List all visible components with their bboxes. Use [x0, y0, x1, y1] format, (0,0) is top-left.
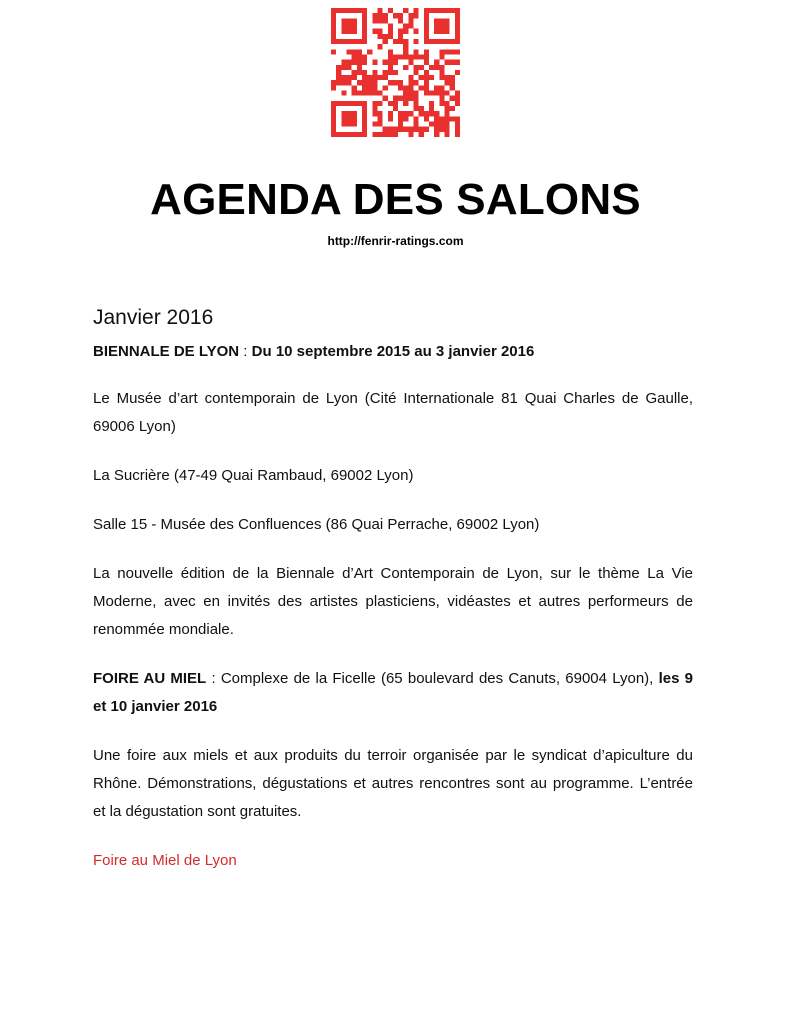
site-url: http://fenrir-ratings.com	[327, 234, 464, 248]
biennale-venue-mac: Le Musée d’art contemporain de Lyon (Cité Internationale 81 Quai Charles de Gaulle, 69006 Lyon)	[93, 390, 693, 435]
page-title: AGENDA DES SALONS	[150, 175, 641, 224]
month-heading: Janvier 2016	[93, 306, 214, 329]
biennale-venue-sucriere: La Sucrière (47-49 Quai Rambaud, 69002 Lyon)	[93, 467, 414, 484]
biennale-name: BIENNALE DE LYON	[93, 343, 240, 360]
foire-link[interactable]: Foire au Miel de Lyon	[93, 852, 237, 869]
biennale-dates: Du 10 septembre 2015 au 3 janvier 2016	[251, 343, 535, 360]
biennale-header	[93, 338, 693, 366]
biennale-separator: :	[239, 343, 252, 360]
foire-description: Une foire aux miels et aux produits du terroir organisée par le syndicat d’apiculture du Rhône. Démonstrations, dégustations et autres rencontres sont au programme. L’entrée et la dégustation sont gratuites.	[93, 747, 693, 820]
foire-name: FOIRE AU MIEL	[93, 670, 207, 687]
foire-header	[93, 665, 693, 721]
foire-location: : Complexe de la Ficelle (65 boulevard des Canuts, 69004 Lyon),	[206, 670, 659, 687]
foire-link-paragraph	[93, 847, 693, 875]
qr-code-icon	[331, 8, 460, 137]
foire-dates: les 9 et 10 janvier 2016	[93, 670, 693, 715]
biennale-venue-confluences: Salle 15 - Musée des Confluences (86 Quai Perrache, 69002 Lyon)	[93, 516, 540, 533]
biennale-description: La nouvelle édition de la Biennale d’Art Contemporain de Lyon, sur le thème La Vie Moderne, avec en invités des artistes plasticiens, vidéastes et autres performeurs de renommée mondiale.	[93, 565, 693, 638]
agenda-content	[93, 302, 693, 896]
